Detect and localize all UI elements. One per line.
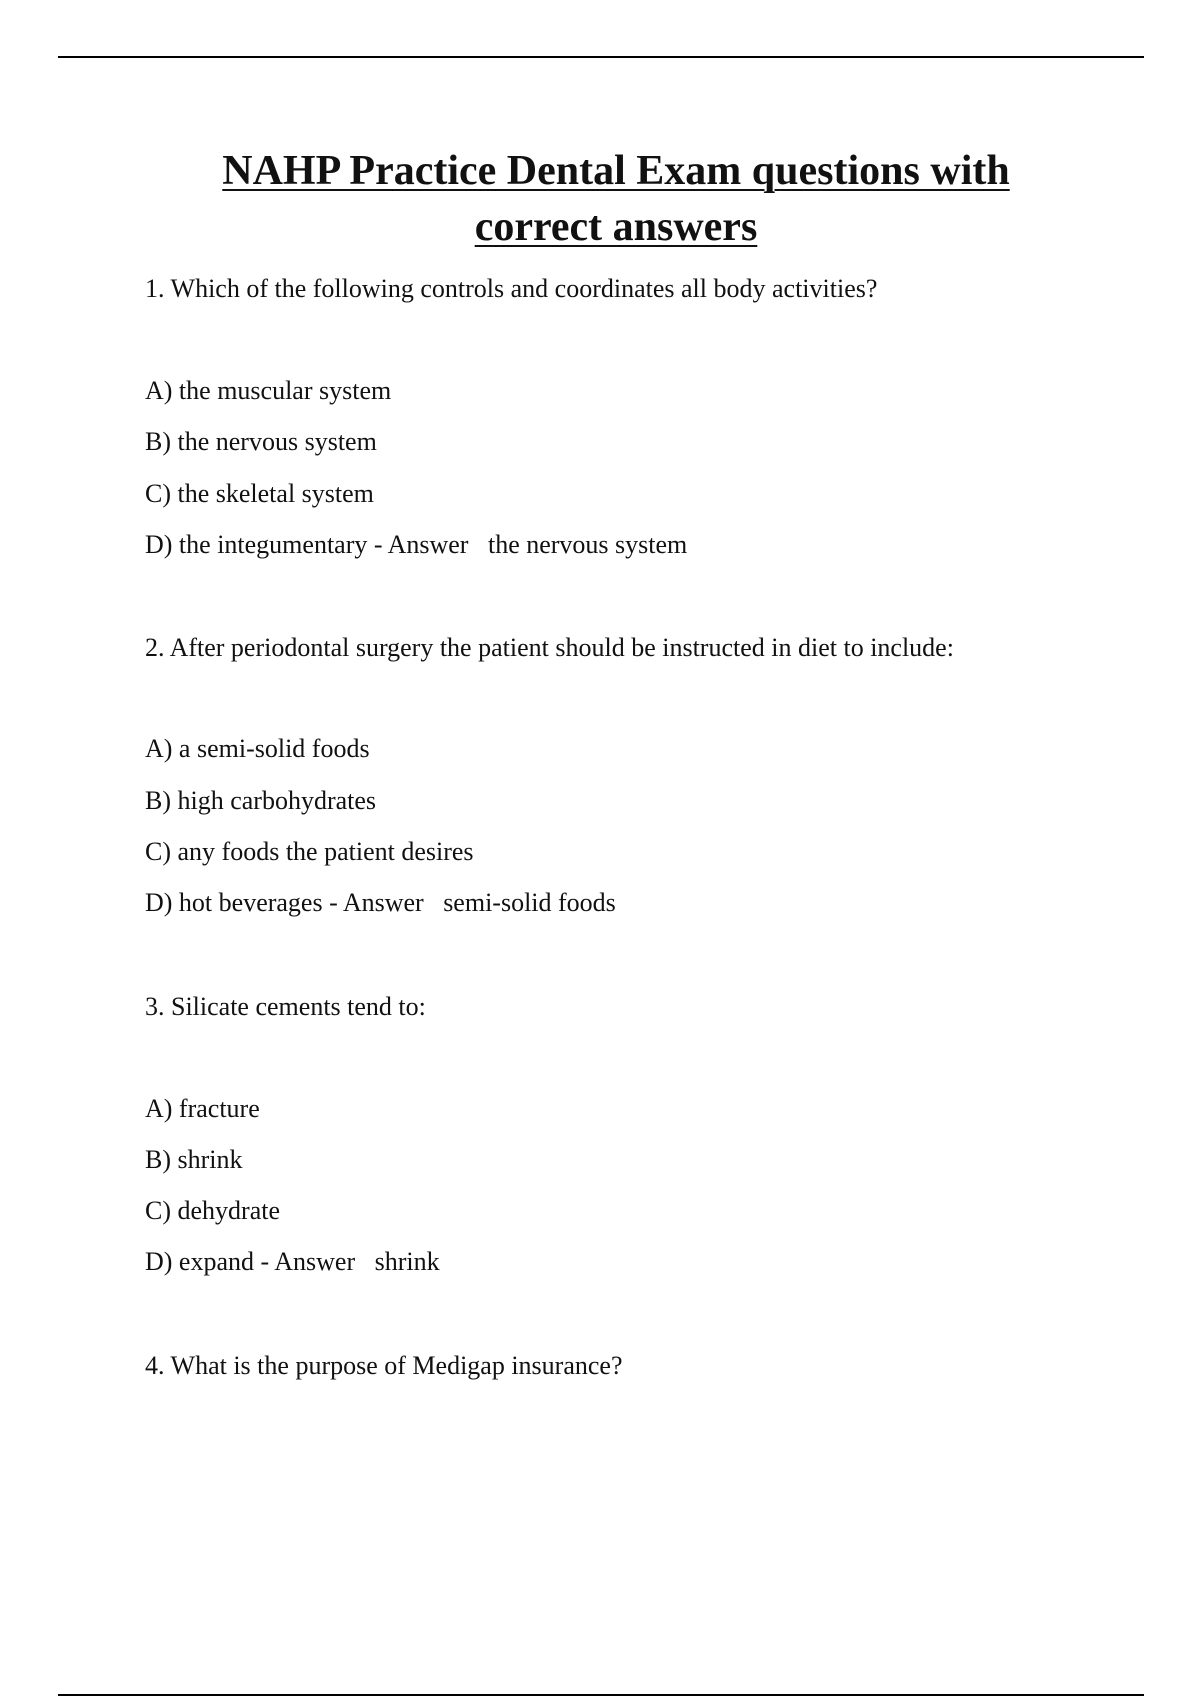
question-1-option-d-answer: D) the integumentary - Answer the nervous system bbox=[145, 530, 688, 559]
question-2-prompt: 2. After periodontal surgery the patient should be instructed in diet to include: bbox=[145, 633, 954, 662]
question-2-option-b: B) high carbohydrates bbox=[145, 786, 377, 815]
title-line-2: correct answers bbox=[474, 204, 758, 250]
question-1-option-b: B) the nervous system bbox=[145, 427, 377, 456]
question-1-option-a: A) the muscular system bbox=[145, 376, 392, 405]
question-3-option-b: B) shrink bbox=[145, 1145, 243, 1174]
question-3-option-d-answer: D) expand - Answer shrink bbox=[145, 1247, 440, 1276]
bottom-rule bbox=[58, 1694, 1144, 1696]
document-title bbox=[0, 143, 1200, 255]
question-4-prompt: 4. What is the purpose of Medigap insurance? bbox=[145, 1351, 623, 1380]
title-line-1: NAHP Practice Dental Exam questions with bbox=[222, 148, 1010, 194]
question-1-option-c: C) the skeletal system bbox=[145, 479, 374, 508]
question-3-prompt: 3. Silicate cements tend to: bbox=[145, 992, 426, 1021]
question-2-option-a: A) a semi-solid foods bbox=[145, 734, 370, 763]
question-1-prompt: 1. Which of the following controls and coordinates all body activities? bbox=[145, 274, 878, 303]
question-3-option-c: C) dehydrate bbox=[145, 1196, 281, 1225]
top-rule bbox=[58, 56, 1144, 58]
question-3-option-a: A) fracture bbox=[145, 1094, 260, 1123]
question-2-option-c: C) any foods the patient desires bbox=[145, 837, 474, 866]
question-2-option-d-answer: D) hot beverages - Answer semi-solid foods bbox=[145, 888, 616, 917]
